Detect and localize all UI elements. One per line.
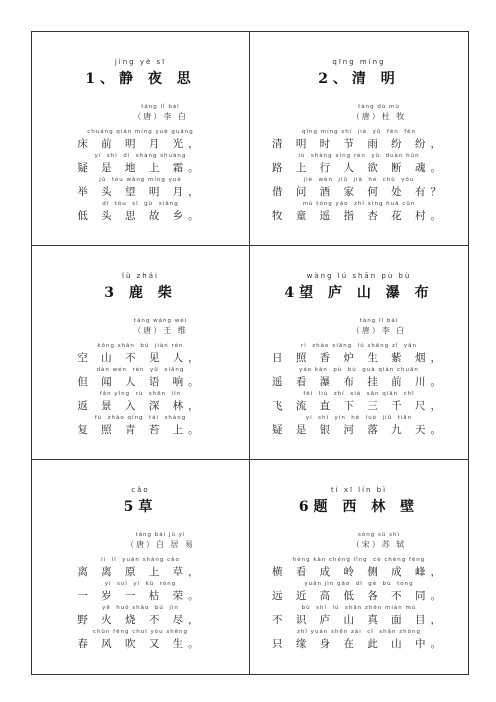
line-pinyin: yě huǒ shāo bú jìn: [102, 605, 179, 611]
poem-grid: [31, 31, 469, 675]
line-text: 不 识 庐 山 真 面 目，: [271, 614, 447, 626]
poem-line: [77, 177, 203, 197]
line-pinyin: rì zhào xiāng lú shēng zǐ yān: [300, 343, 417, 349]
title-pinyin: cǎo: [131, 486, 150, 494]
poem-line: [272, 177, 446, 197]
title-pinyin: tí xī lín bì: [330, 486, 388, 494]
poem-line: [77, 629, 203, 649]
line-pinyin: yí shì yín hé luò jiǔ tiān: [305, 415, 413, 421]
poem-line: [272, 343, 446, 363]
line-text: 空 山 不 见 人，: [77, 352, 204, 364]
line-text: 远 近 高 低 各 不 同。: [271, 590, 447, 602]
line-pinyin: yuǎn jìn gāo dī gè bù tóng: [304, 581, 414, 587]
line-text: 低 头 思 故 乡。: [77, 210, 204, 222]
title-pinyin: qīng míng: [332, 58, 386, 66]
poem-card: [32, 460, 250, 674]
line-pinyin: chuáng qián míng yuè guāng: [87, 129, 194, 135]
title-pinyin: lù zhái: [122, 272, 159, 280]
line-pinyin: zhǐ yuán shēn zài cǐ shān zhōng: [297, 629, 421, 635]
author-pinyin: táng lǐ bái: [359, 318, 399, 324]
line-text: 春 风 吹 又 生。: [77, 638, 204, 650]
poem-card: [32, 32, 250, 246]
line-pinyin: yáo kàn pù bù guà qián chuān: [299, 367, 419, 373]
line-text: 借 问 酒 家 何 处 有？: [271, 186, 447, 198]
poem-line: [272, 605, 446, 625]
poem-line: [77, 367, 203, 387]
line-pinyin: qīng míng shí jié yǔ fēn fēn: [301, 129, 416, 135]
poem-line: [272, 581, 446, 601]
line-text: 路 上 行 人 欲 断 魂。: [271, 162, 447, 174]
line-pinyin: dàn wén rén yǔ xiǎng: [96, 367, 185, 373]
poem-author: （唐）白 居 易: [125, 540, 196, 549]
author-pinyin: táng dù mù: [358, 104, 400, 110]
line-pinyin: jǔ tóu wàng míng yuè: [99, 177, 182, 183]
title-pinyin: wàng lú shān pù bù: [306, 272, 412, 280]
author-pinyin: táng lǐ bái: [141, 104, 180, 110]
line-text: 飞 流 直 下 三 千 尺，: [271, 400, 447, 412]
poem-card: [250, 460, 468, 674]
line-text: 离 离 原 上 草，: [77, 566, 204, 578]
line-pinyin: mù tóng yáo zhǐ xìng huā cūn: [302, 201, 416, 207]
line-text: 但 闻 人 语 响。: [77, 376, 204, 388]
poem-card: [250, 32, 468, 246]
poem-line: [77, 391, 203, 411]
line-text: 床 前 明 月 光，: [77, 138, 204, 150]
poem-author: （唐）王 维: [133, 326, 188, 335]
poem-line: [272, 129, 446, 149]
line-text: 疑 是 地 上 霜。: [77, 162, 204, 174]
line-pinyin: bù shí lú shān zhēn miàn mù: [301, 605, 417, 611]
poem-line: [77, 201, 203, 221]
line-text: 遥 看 瀑 布 挂 前 川。: [271, 376, 447, 388]
poem-line: [272, 391, 446, 411]
poem-line: [272, 557, 446, 577]
line-text: 一 岁 一 枯 荣。: [77, 590, 204, 602]
line-pinyin: chūn fēng chuī yòu shēng: [92, 629, 189, 635]
line-text: 野 火 烧 不 尽，: [77, 614, 204, 626]
poem-line: [77, 129, 203, 149]
line-pinyin: fù zhào qīng tái shàng: [94, 415, 187, 421]
line-text: 疑 是 银 河 落 九 天。: [271, 424, 447, 436]
line-pinyin: dī tóu sī gù xiāng: [102, 201, 179, 207]
author-pinyin: táng wáng wéi: [133, 318, 188, 324]
line-text: 日 照 香 炉 生 紫 烟，: [271, 352, 447, 364]
poem-author: （唐）李 白: [351, 326, 407, 335]
poem-author: （唐）李 白: [133, 112, 188, 121]
poem-line: [77, 415, 203, 435]
poem-title: 3 鹿 柴: [104, 285, 177, 301]
poem-line: [77, 581, 203, 601]
line-text: 举 头 望 明 月，: [77, 186, 204, 198]
line-pinyin: héng kàn chéng lǐng cè chéng fēng: [292, 557, 426, 563]
poem-title: 1、静 夜 思: [85, 71, 196, 87]
author-pinyin: táng bái jū yì: [135, 532, 186, 538]
line-text: 横 看 成 岭 侧 成 峰，: [271, 566, 447, 578]
line-pinyin: kōng shān bú jiàn rén: [97, 343, 184, 349]
poem-line: [272, 201, 446, 221]
line-text: 复 照 青 苔 上。: [77, 424, 204, 436]
poem-line: [272, 629, 446, 649]
title-pinyin: jìng yè sī: [114, 58, 167, 66]
poem-title: 2、清 明: [318, 71, 400, 87]
line-pinyin: fēi liú zhí xià sān qiān chǐ: [303, 391, 415, 397]
poem-author: （宋）苏 轼: [351, 540, 407, 549]
poem-title: 6题 西 林 壁: [298, 499, 420, 515]
line-pinyin: yí suì yì kū róng: [104, 581, 177, 587]
line-pinyin: yí shì dì shàng shuāng: [94, 153, 187, 159]
line-pinyin: lí lí yuán shàng cǎo: [101, 557, 180, 563]
line-pinyin: fǎn yǐng rù shēn lín: [99, 391, 182, 397]
poem-line: [77, 343, 203, 363]
line-pinyin: jiè wèn jiǔ jiā hé chù yǒu: [303, 177, 415, 183]
poem-card: [250, 246, 468, 460]
poem-line: [77, 153, 203, 173]
poem-line: [77, 605, 203, 625]
poem-title: 5草: [123, 499, 158, 515]
poem-card: [32, 246, 250, 460]
poem-title: 4望 庐 山 瀑 布: [284, 285, 434, 301]
poem-line: [272, 367, 446, 387]
line-text: 返 景 入 深 林，: [77, 400, 204, 412]
poem-line: [77, 557, 203, 577]
line-text: 牧 童 遥 指 杏 花 村。: [271, 210, 447, 222]
poem-line: [272, 153, 446, 173]
line-pinyin: lù shàng xíng rén yù duàn hún: [298, 153, 420, 159]
author-pinyin: sòng sū shì: [358, 532, 400, 538]
poem-line: [272, 415, 446, 435]
line-text: 只 缘 身 在 此 山 中。: [271, 638, 447, 650]
poem-author: （唐）杜 牧: [351, 112, 407, 121]
line-text: 清 明 时 节 雨 纷 纷，: [271, 138, 447, 150]
